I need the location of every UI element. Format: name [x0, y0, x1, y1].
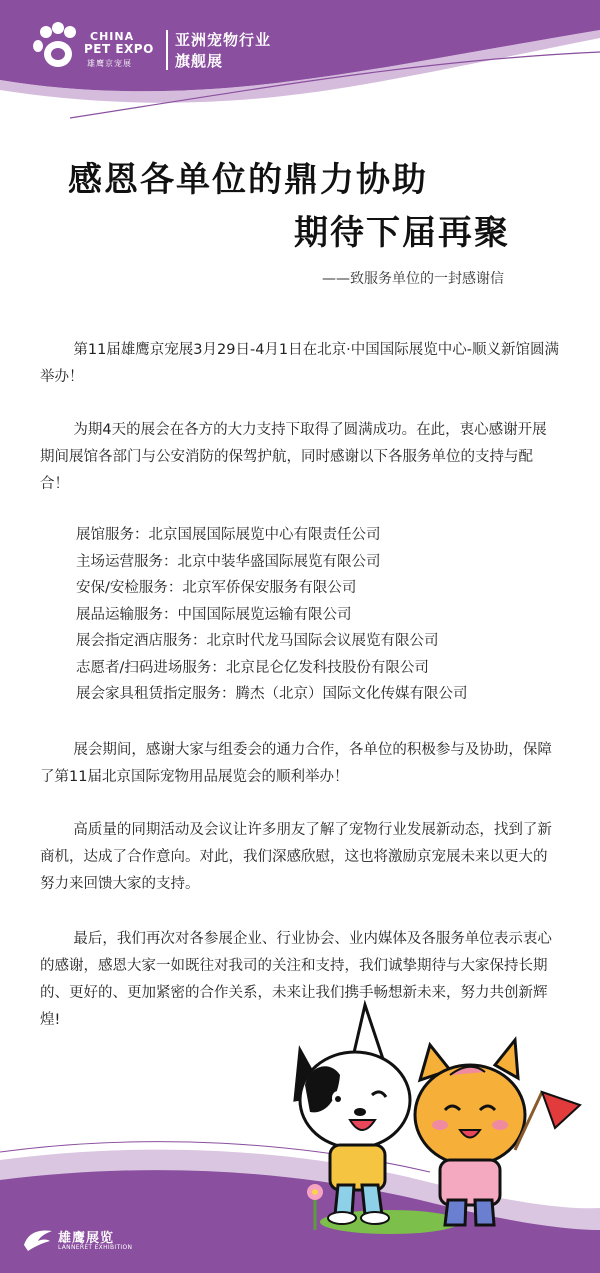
service-list [76, 522, 576, 708]
paragraph-2: 为期4天的展会在各方的大力支持下取得了圆满成功。在此，衷心感谢开展期间展馆各部门与公安消防的保驾护航，同时感谢以下各服务单位的支持与配合！ [40, 422, 547, 492]
service-item: 展品运输服务：中国国际展览运输有限公司 [76, 606, 352, 623]
header-banner [0, 0, 600, 130]
paragraph-1: 第11届雄鹰京宠展3月29日-4月1日在北京·中国国际展览中心-顺义新馆圆满举办！ [40, 342, 559, 385]
logo-tagline-1: 亚洲宠物行业 [175, 31, 272, 49]
expo-logo [32, 22, 272, 82]
service-item: 展会家具租赁指定服务：腾杰（北京）国际文化传媒有限公司 [76, 686, 468, 702]
logo-tagline-2: 旗舰展 [175, 52, 224, 70]
service-item: 志愿者/扫码进场服务：北京昆仑亿发科技股份有限公司 [76, 659, 429, 676]
eagle-logo-icon [22, 1225, 54, 1253]
logo-cn-text: 雄鹰京宠展 [87, 59, 132, 68]
service-item: 主场运营服务：北京中装华盛国际展览有限公司 [76, 553, 381, 570]
logo-china-text: CHINA [90, 30, 135, 43]
paragraph-4: 高质量的同期活动及会议让许多朋友了解了宠物行业发展新动态，找到了新商机，达成了合作意向。对此，我们深感欣慰，这也将激励京宠展未来以更大的努力来回馈大家的支持。 [40, 822, 552, 892]
paw-logo-icon [32, 22, 82, 72]
service-item: 安保/安检服务：北京军侨保安服务有限公司 [76, 580, 357, 596]
logo-petexpo-text: PET EXPO [84, 42, 154, 56]
service-item: 展会指定酒店服务：北京时代龙马国际会议展览有限公司 [76, 633, 439, 649]
footer-logo [22, 1225, 142, 1255]
page-title-line1: 感恩各单位的鼎力协助 [68, 160, 428, 200]
mascots-illustration [280, 1000, 600, 1245]
paragraph-5: 最后，我们再次对各参展企业、行业协会、业内媒体及各服务单位表示衷心的感谢，感恩大家一如既往对我司的关注和支持，我们诚挚期待与大家保持长期的、更好的、更加紧密的合作关系，未来让我们携手畅想新未来，努力共创新辉煌! [40, 931, 552, 1028]
logo-divider [166, 30, 168, 70]
footer-logo-en: LANNERET EXHIBITION [58, 1244, 133, 1251]
page-subtitle: ——致服务单位的一封感谢信 [322, 271, 504, 287]
cat-mascot-icon [415, 1040, 525, 1225]
service-item: 展馆服务：北京国展国际展览中心有限责任公司 [76, 527, 381, 543]
page-title-line2: 期待下届再聚 [294, 213, 510, 253]
paragraph-3: 展会期间，感谢大家与组委会的通力合作，各单位的积极参与及协助，保障了第11届北京国际宠物用品展览会的顺利举办！ [40, 742, 552, 785]
footer-logo-cn: 雄鹰展览 [58, 1231, 115, 1246]
